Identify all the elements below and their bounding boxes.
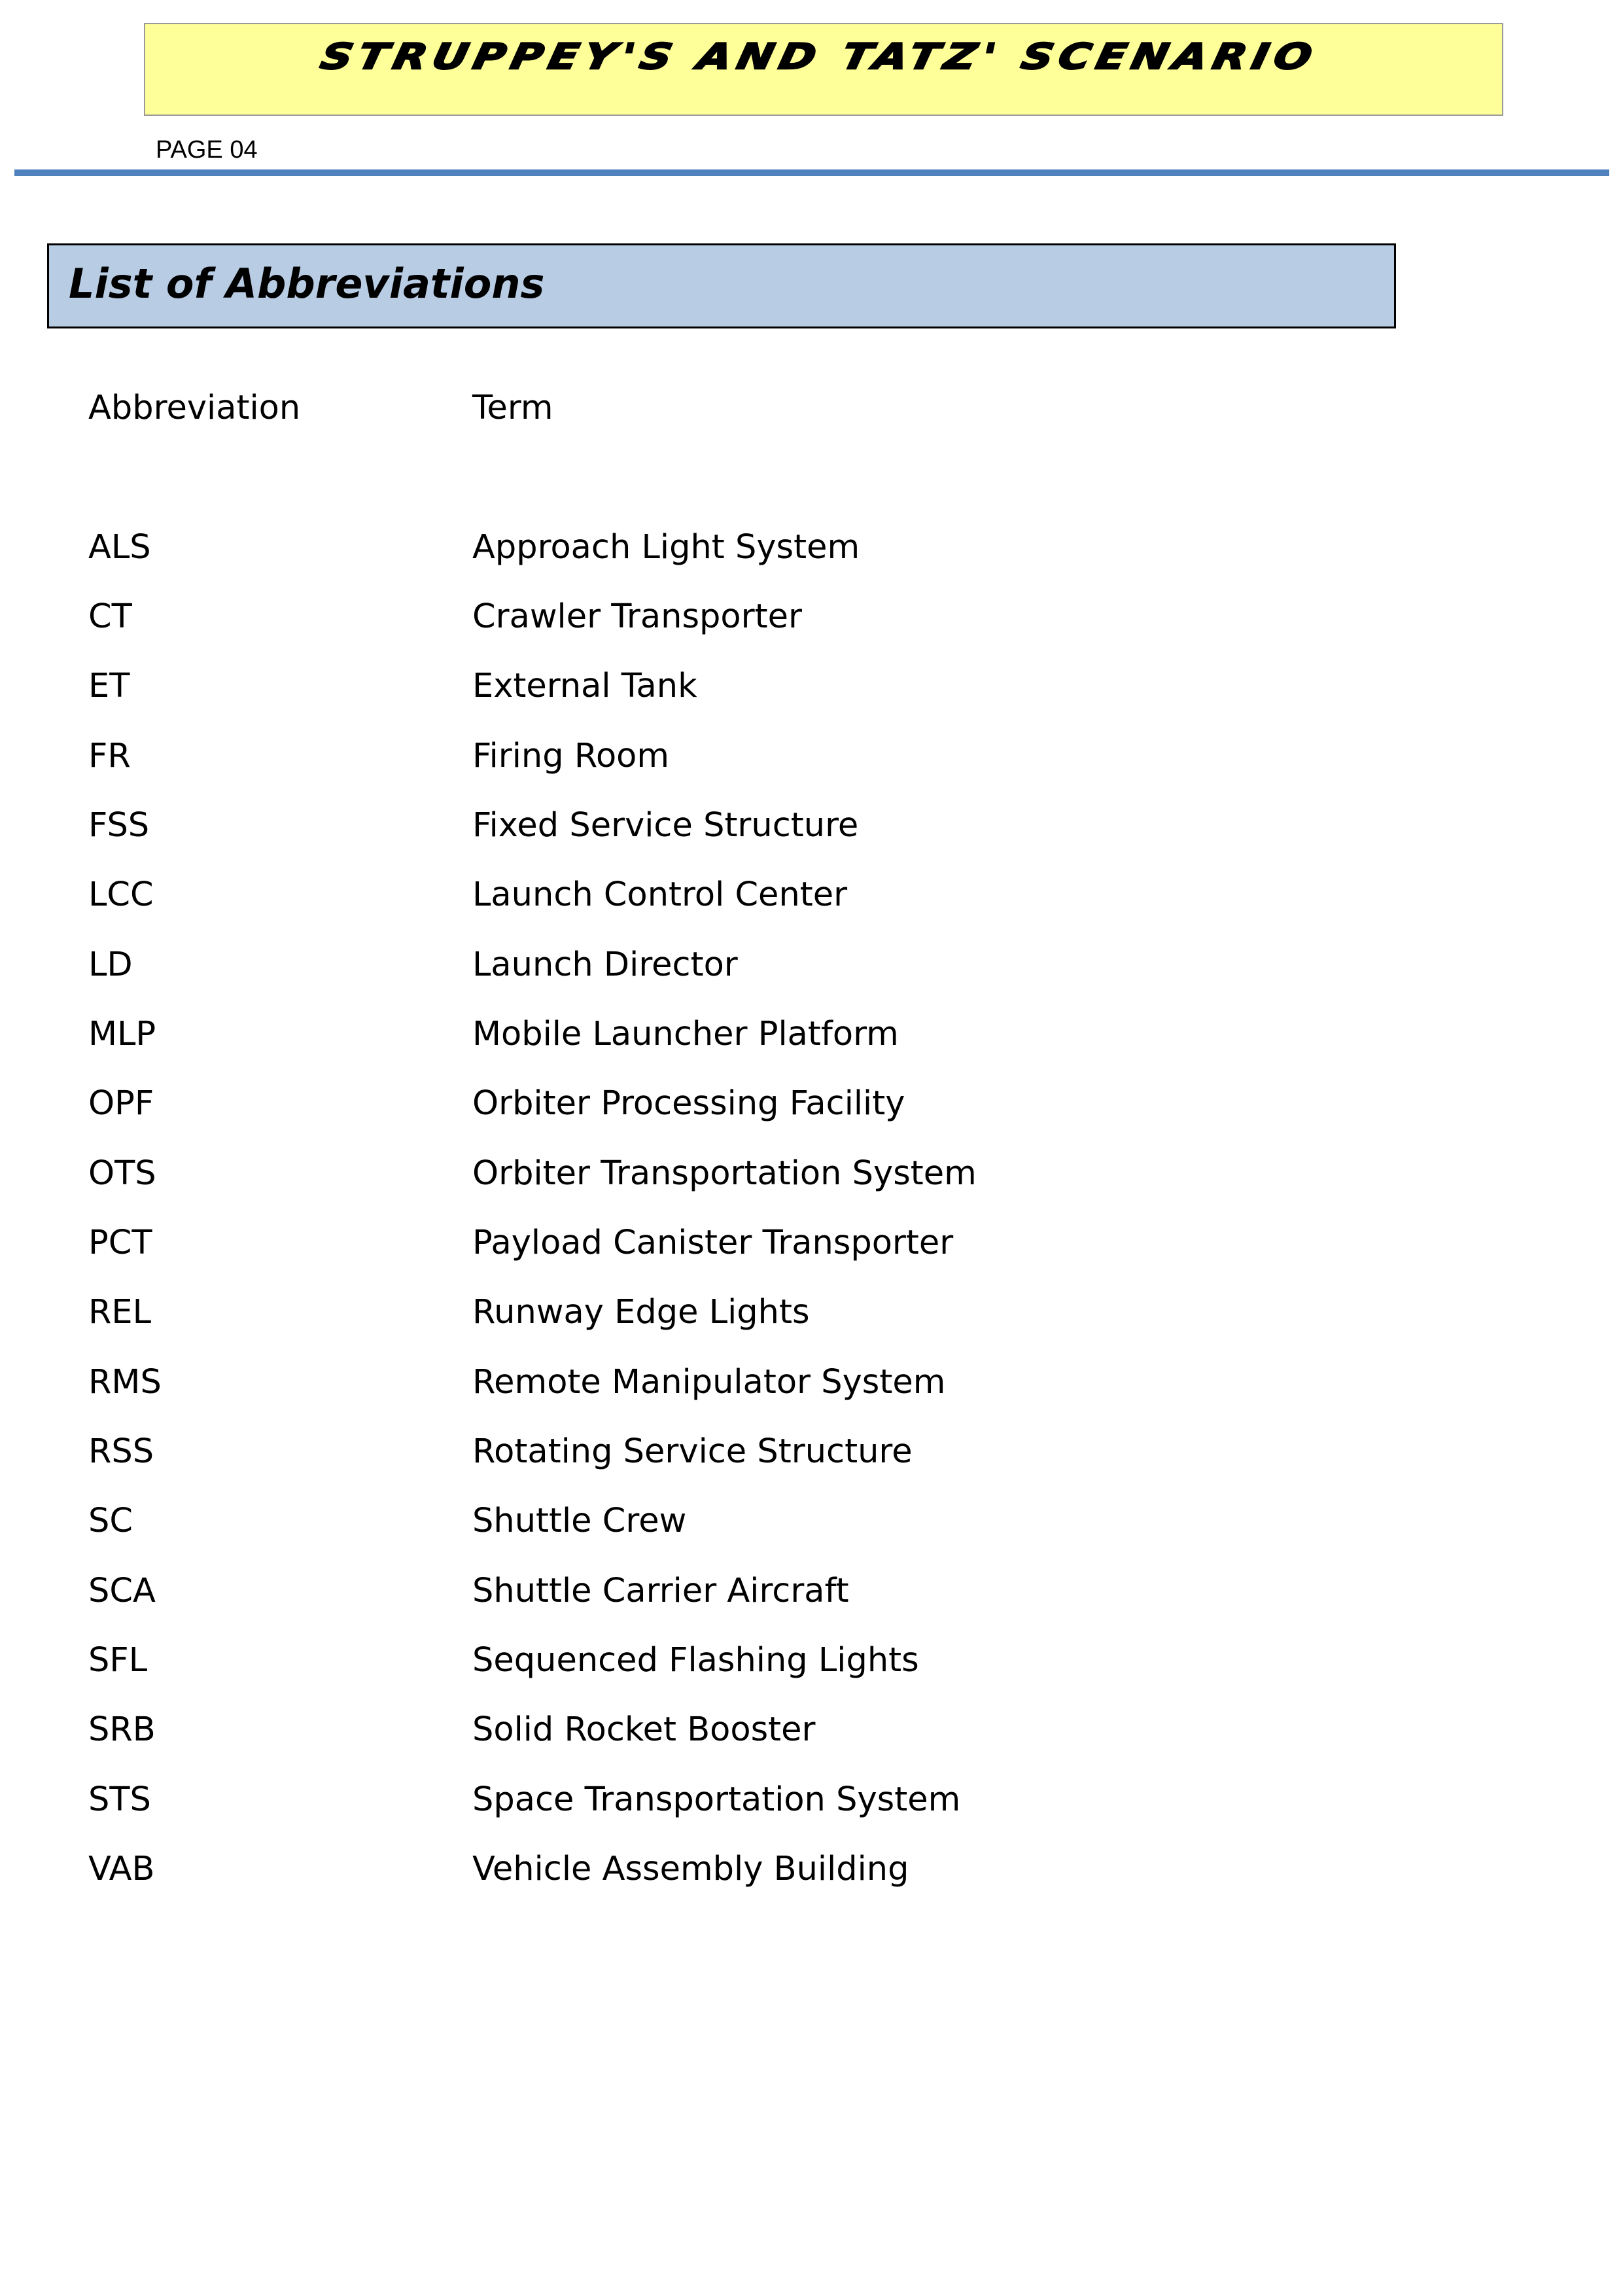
term-cell: Space Transportation System [472,1780,961,1819]
abbreviation-cell: SC [88,1502,133,1540]
term-cell: Sequenced Flashing Lights [472,1641,919,1680]
page-number: PAGE 04 [156,136,258,164]
term-cell: Orbiter Processing Facility [472,1084,905,1123]
abbreviation-cell: RSS [88,1432,154,1471]
term-cell: Crawler Transporter [472,597,802,636]
term-cell: Mobile Launcher Platform [472,1015,899,1053]
header-divider [14,169,1609,176]
term-cell: Launch Control Center [472,875,848,914]
abbreviation-cell: SFL [88,1641,148,1680]
column-header-abbreviation: Abbreviation [88,389,301,427]
term-cell: Approach Light System [472,528,860,567]
abbreviation-cell: ET [88,667,130,705]
abbreviation-cell: OTS [88,1154,156,1193]
abbreviation-cell: RMS [88,1363,162,1402]
abbreviation-cell: VAB [88,1850,155,1888]
term-cell: Vehicle Assembly Building [472,1850,909,1888]
abbreviation-cell: MLP [88,1015,156,1053]
term-cell: Payload Canister Transporter [472,1224,954,1262]
column-header-term: Term [472,389,553,427]
abbreviation-cell: SRB [88,1710,156,1749]
abbreviation-cell: LD [88,945,133,984]
term-cell: Firing Room [472,737,670,775]
section-title: List of Abbreviations [69,260,545,308]
abbreviation-cell: SCA [88,1572,156,1610]
term-cell: Fixed Service Structure [472,806,859,845]
term-cell: Solid Rocket Booster [472,1710,816,1749]
abbreviation-cell: LCC [88,875,154,914]
term-cell: Shuttle Crew [472,1502,687,1540]
term-cell: External Tank [472,667,697,705]
abbreviation-cell: PCT [88,1224,152,1262]
term-cell: Rotating Service Structure [472,1432,913,1471]
abbreviation-cell: REL [88,1293,152,1332]
banner-title: STRUPPEY'S AND TATZ' SCENARIO [317,36,1321,78]
section-heading-box [47,243,1396,328]
term-cell: Runway Edge Lights [472,1293,810,1332]
term-cell: Launch Director [472,945,738,984]
abbreviation-cell: OPF [88,1084,154,1123]
abbreviation-cell: CT [88,597,132,636]
term-cell: Shuttle Carrier Aircraft [472,1572,849,1610]
abbreviation-cell: FSS [88,806,150,845]
abbreviation-cell: STS [88,1780,151,1819]
abbreviation-cell: FR [88,737,131,775]
abbreviation-cell: ALS [88,528,151,567]
title-banner [144,23,1503,116]
term-cell: Remote Manipulator System [472,1363,946,1402]
term-cell: Orbiter Transportation System [472,1154,977,1193]
